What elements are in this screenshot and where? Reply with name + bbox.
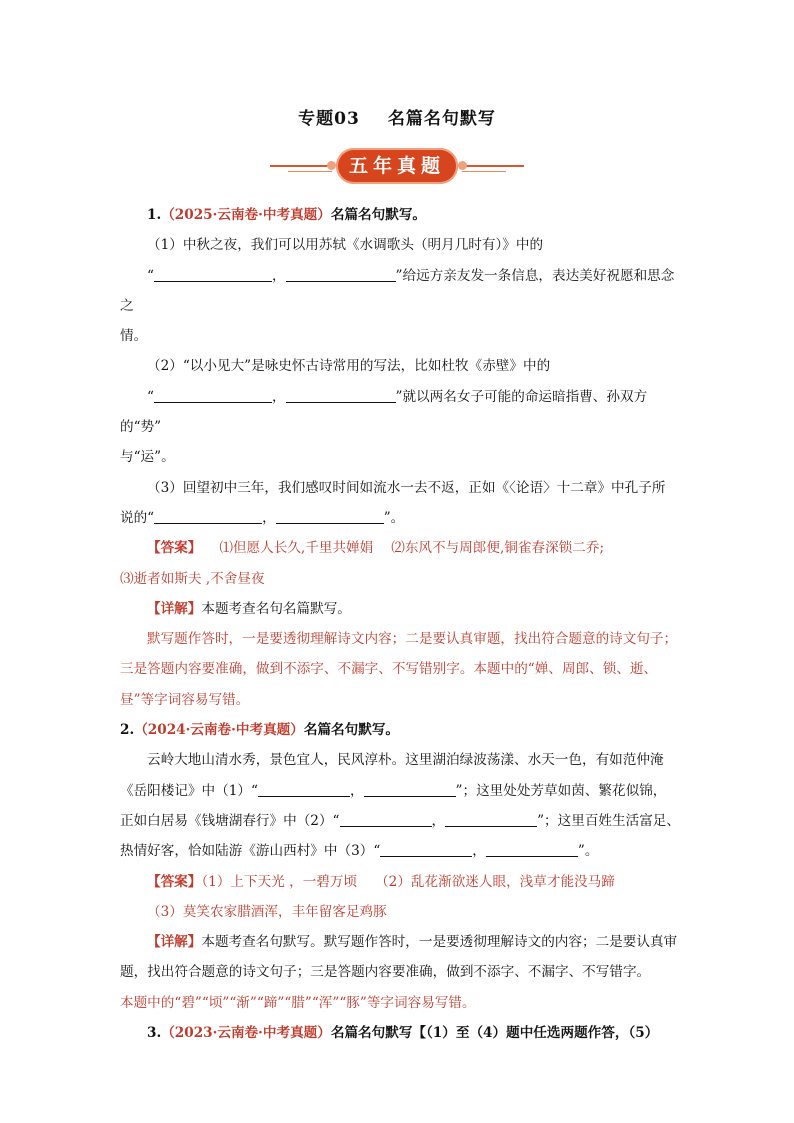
- section-banner: [0, 146, 794, 186]
- answer-blank[interactable]: [364, 780, 456, 797]
- quote-open: “: [147, 388, 154, 405]
- section-badge: 五年真题: [336, 148, 458, 184]
- question-1-answer: [120, 533, 682, 563]
- question-2-passage-line-3: [120, 806, 682, 836]
- answer-item: ⑵东风不与周郎便,铜雀春深锁二乔;: [391, 540, 605, 557]
- question-2-passage: [120, 745, 682, 775]
- comma: ，: [472, 843, 486, 860]
- banner-right-line: [462, 165, 524, 167]
- passage-text: ”。: [577, 843, 599, 860]
- item-text: ”给远方亲友发一条信息，表达美好祝愿和思念之: [120, 267, 675, 314]
- question-1-item-2-cont: [120, 382, 682, 443]
- question-1-item-3-cont: [120, 503, 682, 533]
- item-text: ”。: [383, 509, 405, 526]
- item-text: （2）“以小见大”是咏史怀古诗常用的写法，比如杜牧《赤壁》中的: [147, 358, 551, 375]
- passage-text: ”；这里百姓生活富足、: [537, 812, 680, 829]
- question-number: 2.: [120, 722, 135, 739]
- banner-left-line: [270, 165, 332, 167]
- question-1-item-1-end: [120, 321, 682, 351]
- question-2-answer-cont: [120, 897, 682, 927]
- answer-blank[interactable]: [154, 265, 272, 282]
- question-1-answer-cont: [120, 564, 682, 594]
- question-2-detail-note: 本题中的“碧”“顷”“渐”“蹄”“腊”“浑”“豚”等字词容易写错。: [120, 994, 476, 1011]
- question-source: （2024·云南卷·中考真题）: [134, 722, 304, 739]
- item-text: 与“运”。: [120, 449, 175, 466]
- item-text: 情。: [120, 328, 148, 345]
- question-1-item-2: [120, 351, 682, 381]
- answer-blank[interactable]: [380, 840, 472, 857]
- question-2-answer: [120, 867, 682, 897]
- quote-open: “: [147, 267, 154, 284]
- question-2-passage-line-2: [120, 776, 682, 806]
- question-1-detail-body: 默写题作答时，一是要透彻理解诗文内容；二是要认真审题，找出符合题意的诗文句子；三是答题内容要准确，做到不添字、不漏字、不写错别字。本题中的“婵、周郎、锁、逝、昼”等字词容易写错。: [120, 631, 678, 708]
- detail-text: 本题考查名句默写。默写题作答时，一是要透彻理解诗文的内容；二是要认真审题，找出符合题意的诗文句子；三是答题内容要准确，做到不添字、不漏字、不写错字。: [120, 934, 678, 981]
- question-source: （2025·云南卷·中考真题）: [161, 207, 331, 223]
- document-content: [120, 200, 682, 1048]
- comma: ，: [271, 388, 286, 405]
- detail-text: 本题考查名句名篇默写。: [201, 600, 351, 617]
- banner-right-dot: [458, 161, 467, 170]
- answer-blank[interactable]: [258, 780, 350, 797]
- banner-left-thin-line: [288, 171, 332, 172]
- comma: ，: [431, 812, 446, 829]
- question-1-item-1-cont: [120, 261, 682, 322]
- detail-label: 【详解】: [147, 934, 202, 951]
- question-3-heading: [120, 1018, 682, 1048]
- passage-text: 《岳阳楼记》中（1）“: [120, 782, 258, 799]
- question-1-detail: [120, 594, 682, 624]
- question-source: （2023·云南卷·中考真题）: [161, 1025, 331, 1042]
- question-number: 1.: [147, 207, 162, 223]
- item-text: 说的“: [120, 509, 155, 526]
- answer-blank[interactable]: [286, 265, 396, 282]
- answer-blank[interactable]: [154, 386, 272, 403]
- passage-text: 云岭大地山清水秀，景色宜人，民风淳朴。这里湖泊绿波荡漾、水天一色，有如范仲淹: [147, 752, 664, 769]
- question-1-item-2-end: [120, 442, 682, 472]
- question-1-heading: [120, 200, 682, 230]
- answer-blank[interactable]: [340, 810, 432, 827]
- question-1-item-3: [120, 473, 682, 503]
- answer-item: （2）乱花渐欲迷人眼，浅草才能没马蹄: [375, 873, 615, 890]
- answer-label: 【答案】: [147, 873, 202, 890]
- answer-item: ⑶逝者如斯夫 ,不舍昼夜: [120, 570, 265, 587]
- comma: ，: [349, 782, 364, 799]
- passage-text: ”；这里处处芳草如茵、繁花似锦，: [455, 782, 667, 799]
- item-text: （3）回望初中三年，我们感叹时间如流水一去不返，正如《〈论语〉十二章》中孔子所: [147, 479, 666, 496]
- question-2-passage-line-4: [120, 836, 682, 866]
- item-text: ”就以两名女子可能的命运暗指曹、孙双方的“势”: [120, 388, 648, 436]
- item-text: （1）中秋之夜，我们可以用苏轼《水调歌头（明月几时有）》中的: [147, 237, 544, 254]
- page-title: [0, 104, 794, 129]
- question-instruction: 名篇名句默写。: [330, 207, 427, 223]
- answer-blank[interactable]: [445, 810, 537, 827]
- question-number: 3.: [147, 1025, 162, 1042]
- comma: ，: [271, 267, 286, 284]
- passage-text: 正如白居易《钱塘湖春行》中（2）“: [120, 812, 340, 829]
- answer-blank[interactable]: [286, 386, 396, 403]
- comma: ，: [262, 509, 276, 526]
- answer-label: 【答案】: [147, 540, 202, 557]
- answer-item: （1）上下天光 ，一碧万顷: [201, 873, 358, 890]
- question-2-heading: [120, 715, 682, 745]
- title-topic-name: 名篇名句默写: [387, 109, 496, 129]
- question-1-item-1: [120, 230, 682, 260]
- answer-blank[interactable]: [486, 840, 578, 857]
- answer-item: （3）莫笑农家腊酒浑，丰年留客足鸡豚: [147, 903, 387, 920]
- answer-blank[interactable]: [276, 507, 384, 524]
- banner-left-dot: [327, 161, 336, 170]
- banner-right-thin-line: [462, 171, 506, 172]
- question-instruction: 名篇名句默写。: [303, 722, 400, 739]
- title-topic-number: 专题03: [298, 109, 360, 129]
- question-2-detail: [120, 927, 682, 988]
- passage-text: 热情好客，恰如陆游《游山西村》中（3）“: [120, 843, 381, 860]
- answer-item: ⑴但愿人长久,千里共婵娟: [219, 540, 374, 557]
- answer-blank[interactable]: [154, 507, 262, 524]
- question-instruction: 名篇名句默写【（1）至（4）题中任选两题作答，（5）: [330, 1025, 659, 1042]
- detail-label: 【详解】: [147, 600, 202, 617]
